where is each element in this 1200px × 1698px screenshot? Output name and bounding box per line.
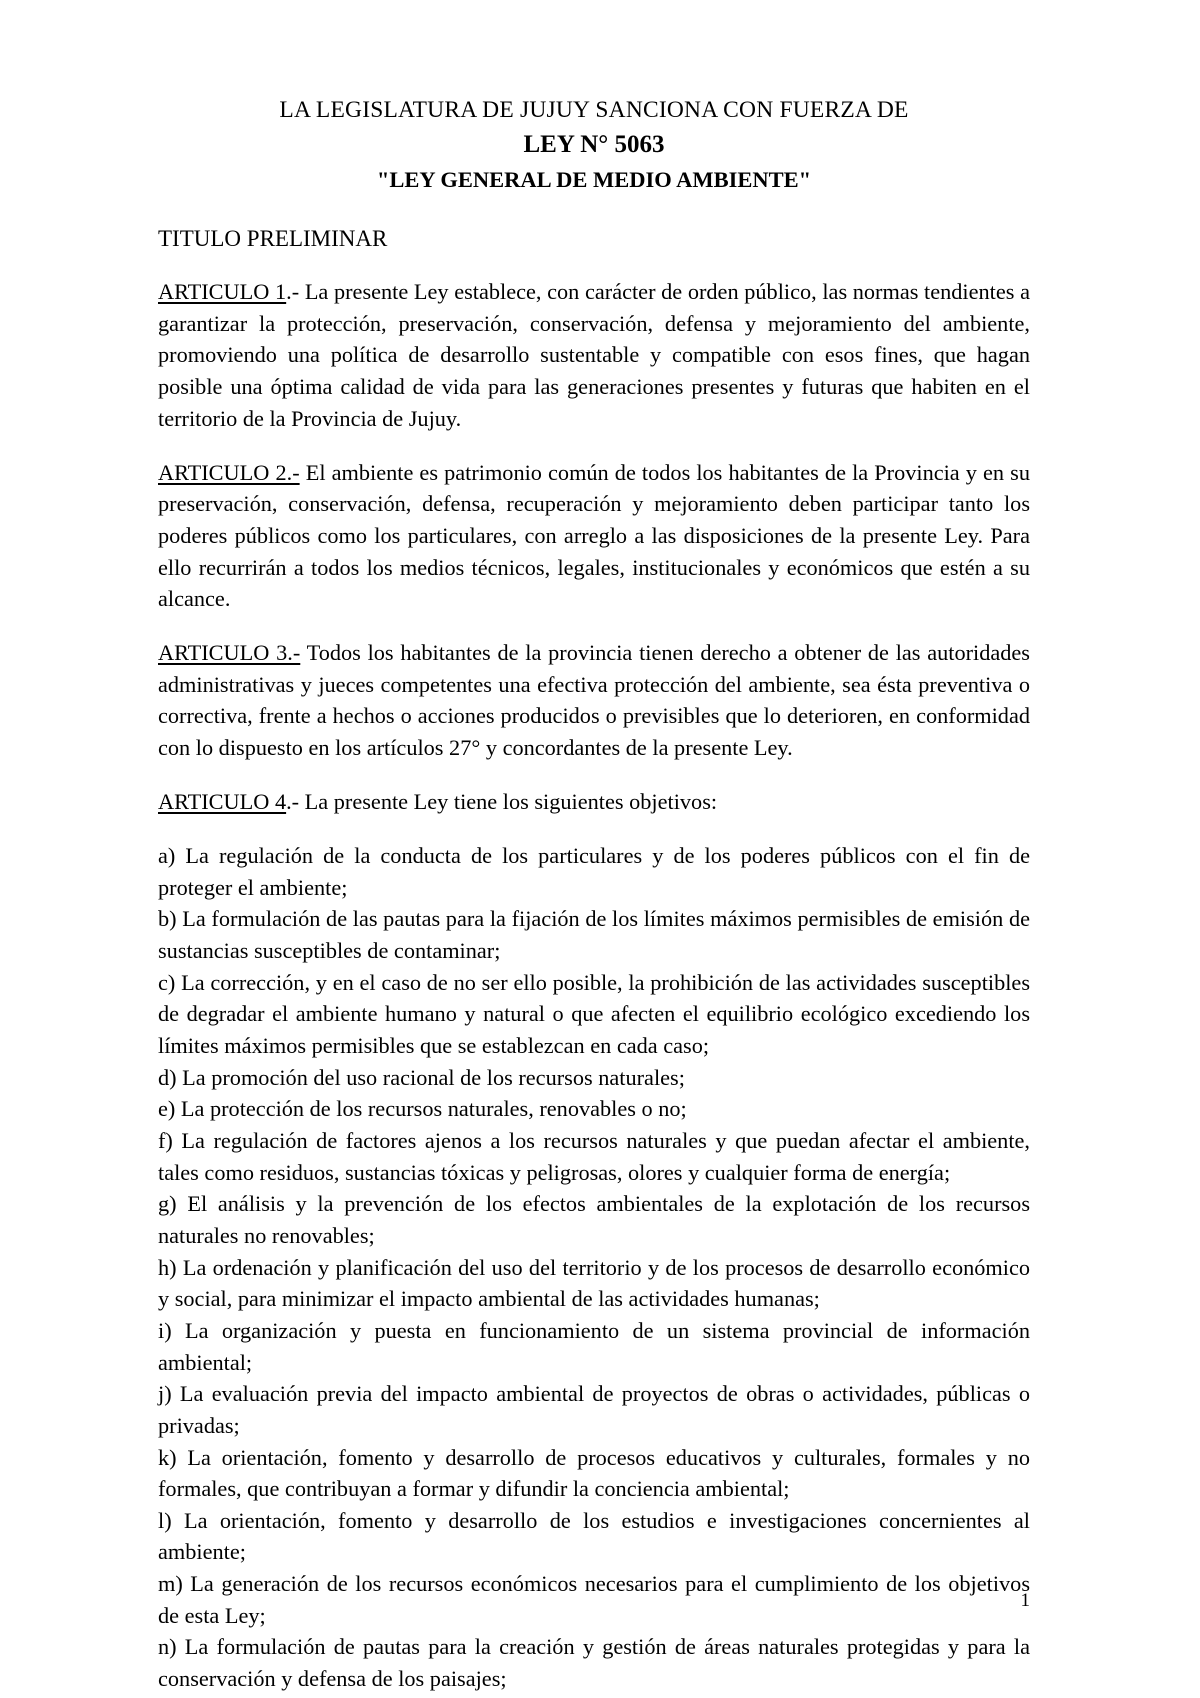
objective-item-c: c) La corrección, y en el caso de no ser ello posible, la prohibición de las actividades susceptibles de degradar el ambiente humano y natural o que afecten el equilibrio ecológico excediendo los límites máximos permisibles que se establezcan en cada caso; xyxy=(158,969,1030,1058)
article-3 xyxy=(158,637,1030,764)
objective-item-m: m) La generación de los recursos económicos necesarios para el cumplimiento de los objetivos de esta Ley; xyxy=(158,1571,1030,1628)
article-4-label: ARTICULO 4 xyxy=(158,789,287,815)
law-name-title: "LEY GENERAL DE MEDIO AMBIENTE" xyxy=(376,166,812,192)
objective-item-g: g) El análisis y la prevención de los efectos ambientales de la explotación de los recursos naturales no renovables; xyxy=(158,1191,1030,1248)
objective-item-l: l) La orientación, fomento y desarrollo de los estudios e investigaciones concernientes al ambiente; xyxy=(158,1507,1030,1565)
article-1-label: ARTICULO 1 xyxy=(158,279,287,305)
section-title-titulo-preliminar: TITULO PRELIMINAR xyxy=(158,226,388,252)
objective-item-d: d) La promoción del uso racional de los recursos naturales; xyxy=(158,1064,685,1090)
article-2-body: El ambiente es patrimonio común de todos los habitantes de la Provincia y en su preservación, conservación, defensa, recuperación y mejoramiento deben participar tanto los poderes públicos como los particulares, con arreglo a las disposiciones de la presente Ley. Para ello recurrirán a todos los medios técnicos, legales, institucionales y económicos que estén a su alcance. xyxy=(158,459,1030,612)
objective-item-f: f) La regulación de factores ajenos a los recursos naturales y que puedan afectar el ambiente, tales como residuos, sustancias tóxicas y peligrosas, olores y cualquier forma de energía; xyxy=(158,1127,1030,1185)
article-3-body: Todos los habitantes de la provincia tienen derecho a obtener de las autoridades administrativas y jueces competentes una efectiva protección del ambiente, sea ésta preventiva o correctiva, frente a hechos o acciones producidos o previsibles que lo deterioren, en conformidad con lo dispuesto en los artículos 27° y concordantes de la presente Ley. xyxy=(158,640,1030,761)
law-number-title: LEY N° 5063 xyxy=(523,131,665,159)
article-2 xyxy=(158,457,1030,615)
page-number: 1 xyxy=(1020,1590,1030,1611)
legislature-sanction-line: LA LEGISLATURA DE JUJUY SANCIONA CON FUERZA DE xyxy=(279,97,909,123)
objective-item-i: i) La organización y puesta en funcionamiento de un sistema provincial de información ambiental; xyxy=(158,1317,1030,1375)
objective-item-e: e) La protección de los recursos naturales, renovables o no; xyxy=(158,1096,687,1122)
objectives-list xyxy=(158,840,1030,1695)
objective-item-n: n) La formulación de pautas para la creación y gestión de áreas naturales protegidas y para la conservación y defensa de los paisajes; xyxy=(158,1634,1030,1692)
document-header xyxy=(158,96,1030,194)
objective-item-h: h) La ordenación y planificación del uso del territorio y de los procesos de desarrollo económico y social, para minimizar el impacto ambiental de las actividades humanas; xyxy=(158,1254,1030,1312)
objective-item-a: a) La regulación de la conducta de los particulares y de los poderes públicos con el fin de proteger el ambiente; xyxy=(158,843,1030,900)
article-1 xyxy=(158,276,1030,434)
article-1-body: .- La presente Ley establece, con carácter de orden público, las normas tendientes a garantizar la protección, preservación, conservación, defensa y mejoramiento del ambiente, promoviendo una política de desarrollo sustentable y compatible con esos fines, que hagan posible una óptima calidad de vida para las generaciones presentes y futuras que habiten en el territorio de la Provincia de Jujuy. xyxy=(158,279,1030,431)
objective-item-k: k) La orientación, fomento y desarrollo de procesos educativos y culturales, formales y no formales, que contribuyan a formar y difundir la conciencia ambiental; xyxy=(158,1444,1030,1502)
objective-item-b: b) La formulación de las pautas para la fijación de los límites máximos permisibles de emisión de sustancias susceptibles de contaminar; xyxy=(158,906,1030,964)
article-4 xyxy=(158,786,1030,818)
article-4-body: .- La presente Ley tiene los siguientes objetivos: xyxy=(286,789,718,815)
objective-item-j: j) La evaluación previa del impacto ambiental de proyectos de obras o actividades, públicas o privadas; xyxy=(158,1381,1030,1438)
article-2-label: ARTICULO 2.- xyxy=(158,459,300,485)
article-3-label: ARTICULO 3.- xyxy=(158,640,301,666)
